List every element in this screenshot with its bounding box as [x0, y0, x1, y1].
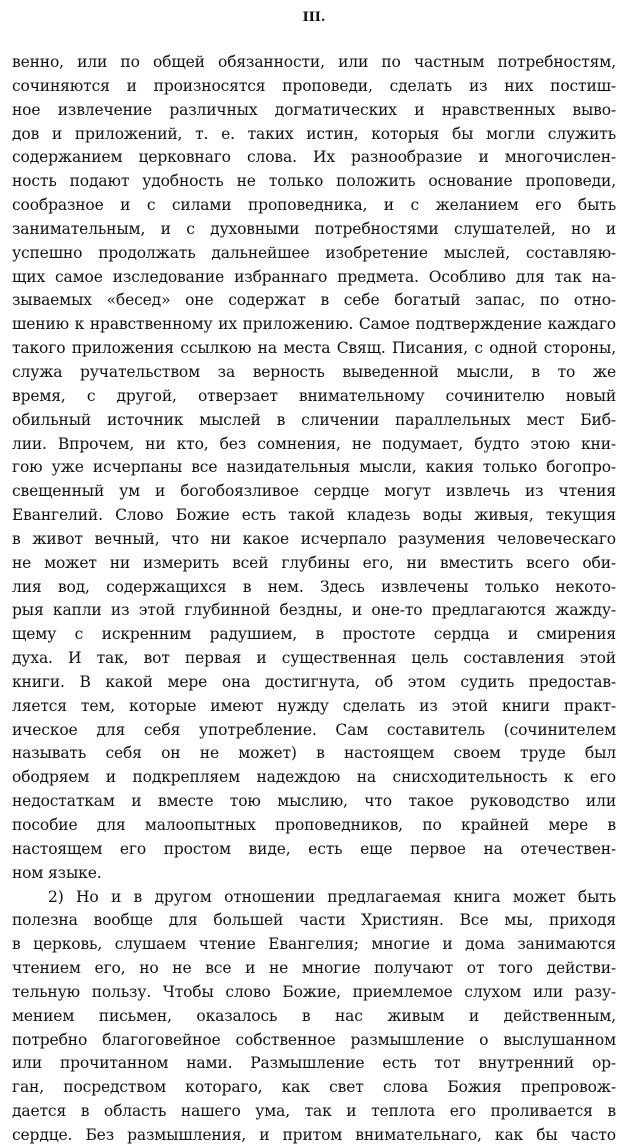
text-line: ляется тем, которые имеют нужду сделать из этой книги практ-	[12, 696, 616, 715]
text-line: такого приложения ссылкою на места Свящ. Писания, с одной стороны,	[12, 339, 616, 358]
text-line: сердце. Без размышления, и притом внимательнаго, как бы часто	[12, 1125, 616, 1144]
text-line: настоящем его простом виде, есть еще первое на отечествен-	[12, 839, 616, 858]
text-line: Евангелий. Слово Божие есть такой кладезь воды живыя, текущия	[12, 506, 616, 525]
text-line: свещенный ум и богобоязливое сердце могут извлечь из чтения	[12, 482, 616, 501]
text-line: книги. В какой мере она достигнута, об этом судить предостав-	[12, 672, 616, 691]
text-line: сообразное и с силами проповедника, и с желанием его быть	[12, 196, 616, 215]
paragraph-start-line: 2) Но и в другом отношении предлагаемая книга может быть	[48, 887, 616, 906]
text-line: ган, посредством котораго, как свет слова Божия препровож-	[12, 1078, 616, 1097]
text-line: в церковь, слушаем чтение Евангелия; многие и дома занимаются	[12, 935, 616, 954]
text-line: пособие для малоопытных проповедников, по крайней мере в	[12, 816, 616, 834]
text-line: обильный источник мыслей в сличении параллельных мест Биб-	[12, 410, 616, 429]
text-line: ность подают удобность не только положить основание проповеди,	[12, 172, 616, 191]
text-line: или прочитанном нами. Размышление есть тот внутренний ор-	[12, 1054, 616, 1073]
text-line: служа ручательством за верность выведенной мысли, в то же	[12, 362, 616, 381]
text-line: дается в область нашего ума, так и теплота его проливается в	[12, 1102, 616, 1121]
text-line: щих самое изследование избраннаго предмета. Особливо для так на-	[12, 267, 616, 286]
text-line: потребно благоговейное собственное размышление о выслушанном	[12, 1030, 616, 1049]
text-line: в живот вечный, что ни какое исчерпало разумения человеческаго	[12, 529, 616, 548]
text-line: лия вод, содержащихся в нем. Здесь извлечены только некото-	[12, 577, 616, 596]
text-line: гою уже исчерпаны все назидательныя мысли, какия только богопро-	[12, 458, 616, 477]
text-line: ободряем и подкрепляем надеждою на снисходительность к его	[12, 768, 616, 787]
text-line: венно, или по общей обязанности, или по частным потребностям,	[12, 53, 616, 71]
text-line: время, с другой, отверзает внимательному сочинителю новый	[12, 386, 616, 405]
text-line: ическое для себя употребление. Сам составитель (сочинителем	[12, 720, 616, 739]
text-line: щему с искренним радушием, в простоте сердца и смирения	[12, 625, 616, 644]
text-line: рыя капли из этой глубинной бездны, и оне-то предлагаются жажду-	[12, 601, 616, 620]
text-line: сочиняются и произносятся проповеди, сделать из них постиш-	[12, 76, 616, 95]
text-line: не может ни измерить всей глубины его, ни вместить всего оби-	[12, 553, 616, 572]
body-text	[12, 51, 616, 1148]
text-line: чтением его, но не все и не многие получают от того действи-	[12, 959, 616, 978]
text-line: тельную пользу. Чтобы слово Божие, приемлемое слухом или разу-	[12, 982, 616, 1001]
text-line: дов и приложений, т. е. таких истин, которыя бы могли служить	[12, 124, 616, 143]
text-line: недостаткам и вместе тою мыслию, что такое руководство или	[12, 792, 616, 811]
page-number: III.	[302, 10, 326, 25]
text-line: духа. И так, вот первая и существенная цель составления этой	[12, 649, 616, 668]
text-line: называть себя он не может) в настоящем своем труде был	[12, 744, 616, 763]
text-line: занимательным, и с духовными потребностями слушателей, но и	[12, 219, 616, 238]
text-line: содержанием церковнаго слова. Их разнообразие и многочислен-	[12, 148, 616, 167]
text-line: полезна вообще для большей части Християн. Все мы, приходя	[12, 911, 616, 930]
text-line: зываемых «бесед» оне содержат в себе богатый запас, по отно-	[12, 291, 616, 310]
text-line-last: ном языке.	[12, 863, 102, 882]
text-line: успешно продолжать дальнейшее изобретение мыслей, составляю-	[12, 243, 616, 262]
text-line: ное извлечение различных догматических и нравственных выво-	[12, 100, 616, 119]
text-line: лии. Впрочем, ни кто, без сомнения, не подумает, будто этою кни-	[12, 434, 616, 453]
text-line: шению к нравственному их приложению. Самое подтверждение каждаго	[12, 315, 616, 334]
text-line: мением письмен, оказалось в нас живым и действенным,	[12, 1006, 616, 1025]
